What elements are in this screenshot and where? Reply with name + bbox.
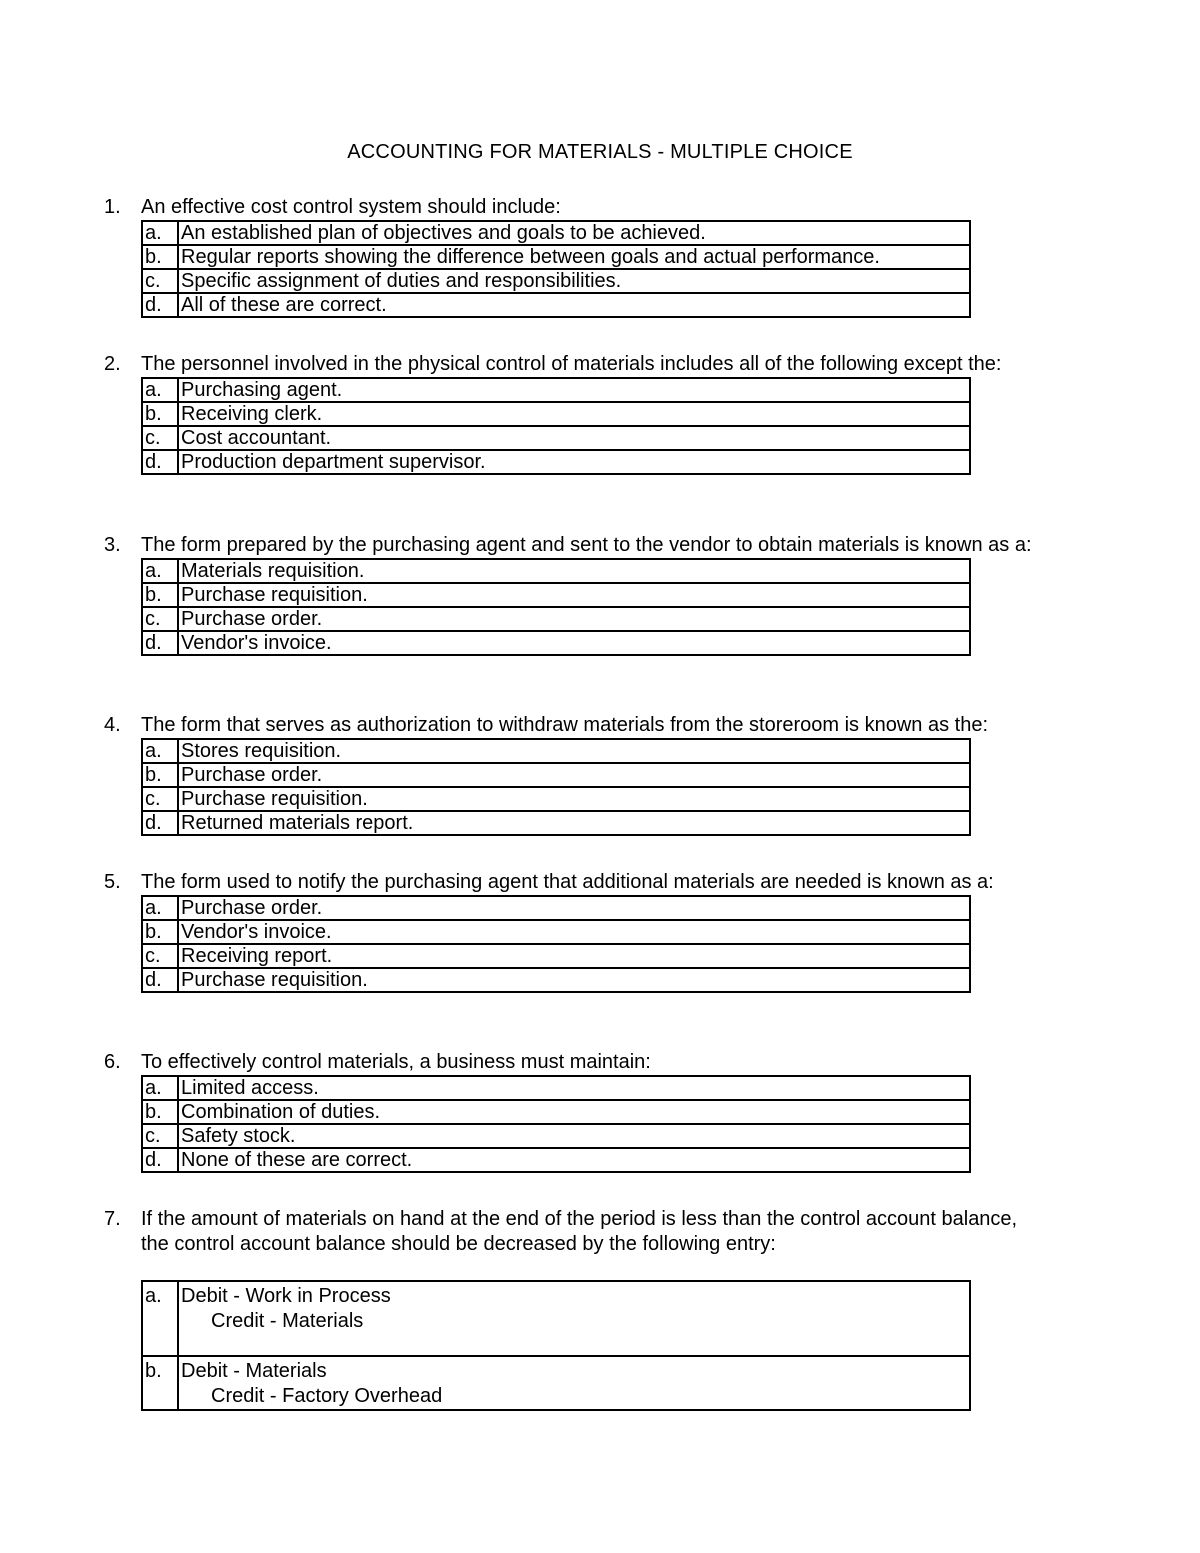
option-row xyxy=(142,245,970,269)
options-table xyxy=(141,738,971,836)
option-text: Purchase requisition. xyxy=(178,583,970,607)
option-row xyxy=(142,787,970,811)
question-1 xyxy=(104,195,1064,318)
option-letter: a. xyxy=(142,1076,178,1100)
question-3 xyxy=(104,533,1064,656)
option-row xyxy=(142,920,970,944)
option-row xyxy=(142,811,970,835)
option-row xyxy=(142,1148,970,1172)
option-letter: c. xyxy=(142,787,178,811)
option-letter: d. xyxy=(142,293,178,317)
options-table xyxy=(141,377,971,475)
options-table xyxy=(141,1280,971,1411)
option-letter: b. xyxy=(142,920,178,944)
option-letter: a. xyxy=(142,221,178,245)
option-letter: b. xyxy=(142,1100,178,1124)
option-letter: a. xyxy=(142,896,178,920)
option-row xyxy=(142,944,970,968)
question-stem xyxy=(104,352,1051,377)
question-number: 1. xyxy=(104,196,121,218)
question-5 xyxy=(104,870,1064,993)
option-row xyxy=(142,896,970,920)
credit-line: Credit - Factory Overhead xyxy=(211,1385,443,1407)
option-text: An established plan of objectives and goals to be achieved. xyxy=(178,221,970,245)
question-number: 5. xyxy=(104,871,121,893)
option-text: Stores requisition. xyxy=(178,739,970,763)
question-7 xyxy=(104,1207,1064,1411)
option-letter: d. xyxy=(142,631,178,655)
option-row xyxy=(142,293,970,317)
option-letter: b. xyxy=(142,763,178,787)
option-entry xyxy=(178,1356,970,1410)
question-text: If the amount of materials on hand at the end of the period is less than the control account balance, the control account balance should be decreased by the following entry: xyxy=(141,1208,1018,1255)
option-letter: b. xyxy=(142,583,178,607)
option-row xyxy=(142,631,970,655)
option-letter: b. xyxy=(142,245,178,269)
option-text: Returned materials report. xyxy=(178,811,970,835)
option-text: Purchase order. xyxy=(178,607,970,631)
question-2 xyxy=(104,352,1064,475)
option-row xyxy=(142,763,970,787)
option-row xyxy=(142,739,970,763)
option-text: Purchase requisition. xyxy=(178,968,970,992)
option-text: Purchase order. xyxy=(178,763,970,787)
option-text: Safety stock. xyxy=(178,1124,970,1148)
option-letter: a. xyxy=(142,739,178,763)
question-text: The form prepared by the purchasing agent and sent to the vendor to obtain materials is known as a: xyxy=(141,534,1032,556)
option-text: Regular reports showing the difference between goals and actual performance. xyxy=(178,245,970,269)
option-row xyxy=(142,426,970,450)
question-text: The form used to notify the purchasing agent that additional materials are needed is known as a: xyxy=(141,871,994,893)
question-text: The personnel involved in the physical control of materials includes all of the following except the: xyxy=(141,353,1002,375)
option-text: Combination of duties. xyxy=(178,1100,970,1124)
option-text: Vendor's invoice. xyxy=(178,920,970,944)
option-letter: c. xyxy=(142,1124,178,1148)
option-row xyxy=(142,559,970,583)
question-stem xyxy=(104,870,1056,895)
question-6 xyxy=(104,1050,1064,1173)
option-row xyxy=(142,1076,970,1100)
options-table xyxy=(141,1075,971,1173)
option-text: Receiving report. xyxy=(178,944,970,968)
question-text: An effective cost control system should include: xyxy=(141,196,561,218)
credit-line: Credit - Materials xyxy=(211,1310,364,1332)
option-letter: a. xyxy=(142,378,178,402)
question-text: To effectively control materials, a business must maintain: xyxy=(141,1051,651,1073)
option-text: Purchase order. xyxy=(178,896,970,920)
debit-line: Debit - Materials xyxy=(181,1360,327,1382)
option-row xyxy=(142,402,970,426)
option-letter: a. xyxy=(142,1281,178,1356)
option-letter: a. xyxy=(142,559,178,583)
option-row xyxy=(142,968,970,992)
question-4 xyxy=(104,713,1064,836)
question-stem xyxy=(104,533,1061,558)
option-text: Receiving clerk. xyxy=(178,402,970,426)
option-row xyxy=(142,1281,970,1356)
option-letter: d. xyxy=(142,968,178,992)
option-row xyxy=(142,1100,970,1124)
option-row xyxy=(142,269,970,293)
question-stem xyxy=(104,1207,1021,1257)
options-table xyxy=(141,558,971,656)
question-number: 3. xyxy=(104,534,121,556)
debit-line: Debit - Work in Process xyxy=(181,1285,391,1307)
option-letter: d. xyxy=(142,450,178,474)
option-entry xyxy=(178,1281,970,1356)
option-text: Limited access. xyxy=(178,1076,970,1100)
question-number: 7. xyxy=(104,1208,121,1230)
option-text: All of these are correct. xyxy=(178,293,970,317)
option-text: Purchase requisition. xyxy=(178,787,970,811)
option-text: Materials requisition. xyxy=(178,559,970,583)
options-table xyxy=(141,220,971,318)
page-title: ACCOUNTING FOR MATERIALS - MULTIPLE CHOICE xyxy=(347,141,853,163)
option-row xyxy=(142,450,970,474)
option-letter: b. xyxy=(142,402,178,426)
question-stem xyxy=(104,713,1064,738)
question-number: 4. xyxy=(104,714,121,736)
option-text: Purchasing agent. xyxy=(178,378,970,402)
option-row xyxy=(142,583,970,607)
option-letter: d. xyxy=(142,811,178,835)
question-text: The form that serves as authorization to withdraw materials from the storeroom is known as the: xyxy=(141,714,989,736)
question-number: 2. xyxy=(104,353,121,375)
option-letter: c. xyxy=(142,426,178,450)
question-stem xyxy=(104,195,1064,220)
option-text: None of these are correct. xyxy=(178,1148,970,1172)
option-letter: b. xyxy=(142,1356,178,1410)
option-text: Production department supervisor. xyxy=(178,450,970,474)
option-row xyxy=(142,1356,970,1410)
option-text: Cost accountant. xyxy=(178,426,970,450)
option-text: Specific assignment of duties and responsibilities. xyxy=(178,269,970,293)
option-row xyxy=(142,221,970,245)
option-row xyxy=(142,1124,970,1148)
option-row xyxy=(142,607,970,631)
option-letter: c. xyxy=(142,607,178,631)
option-row xyxy=(142,378,970,402)
option-letter: d. xyxy=(142,1148,178,1172)
option-text: Vendor's invoice. xyxy=(178,631,970,655)
question-number: 6. xyxy=(104,1051,121,1073)
question-stem xyxy=(104,1050,1064,1075)
options-table xyxy=(141,895,971,993)
option-letter: c. xyxy=(142,944,178,968)
option-letter: c. xyxy=(142,269,178,293)
